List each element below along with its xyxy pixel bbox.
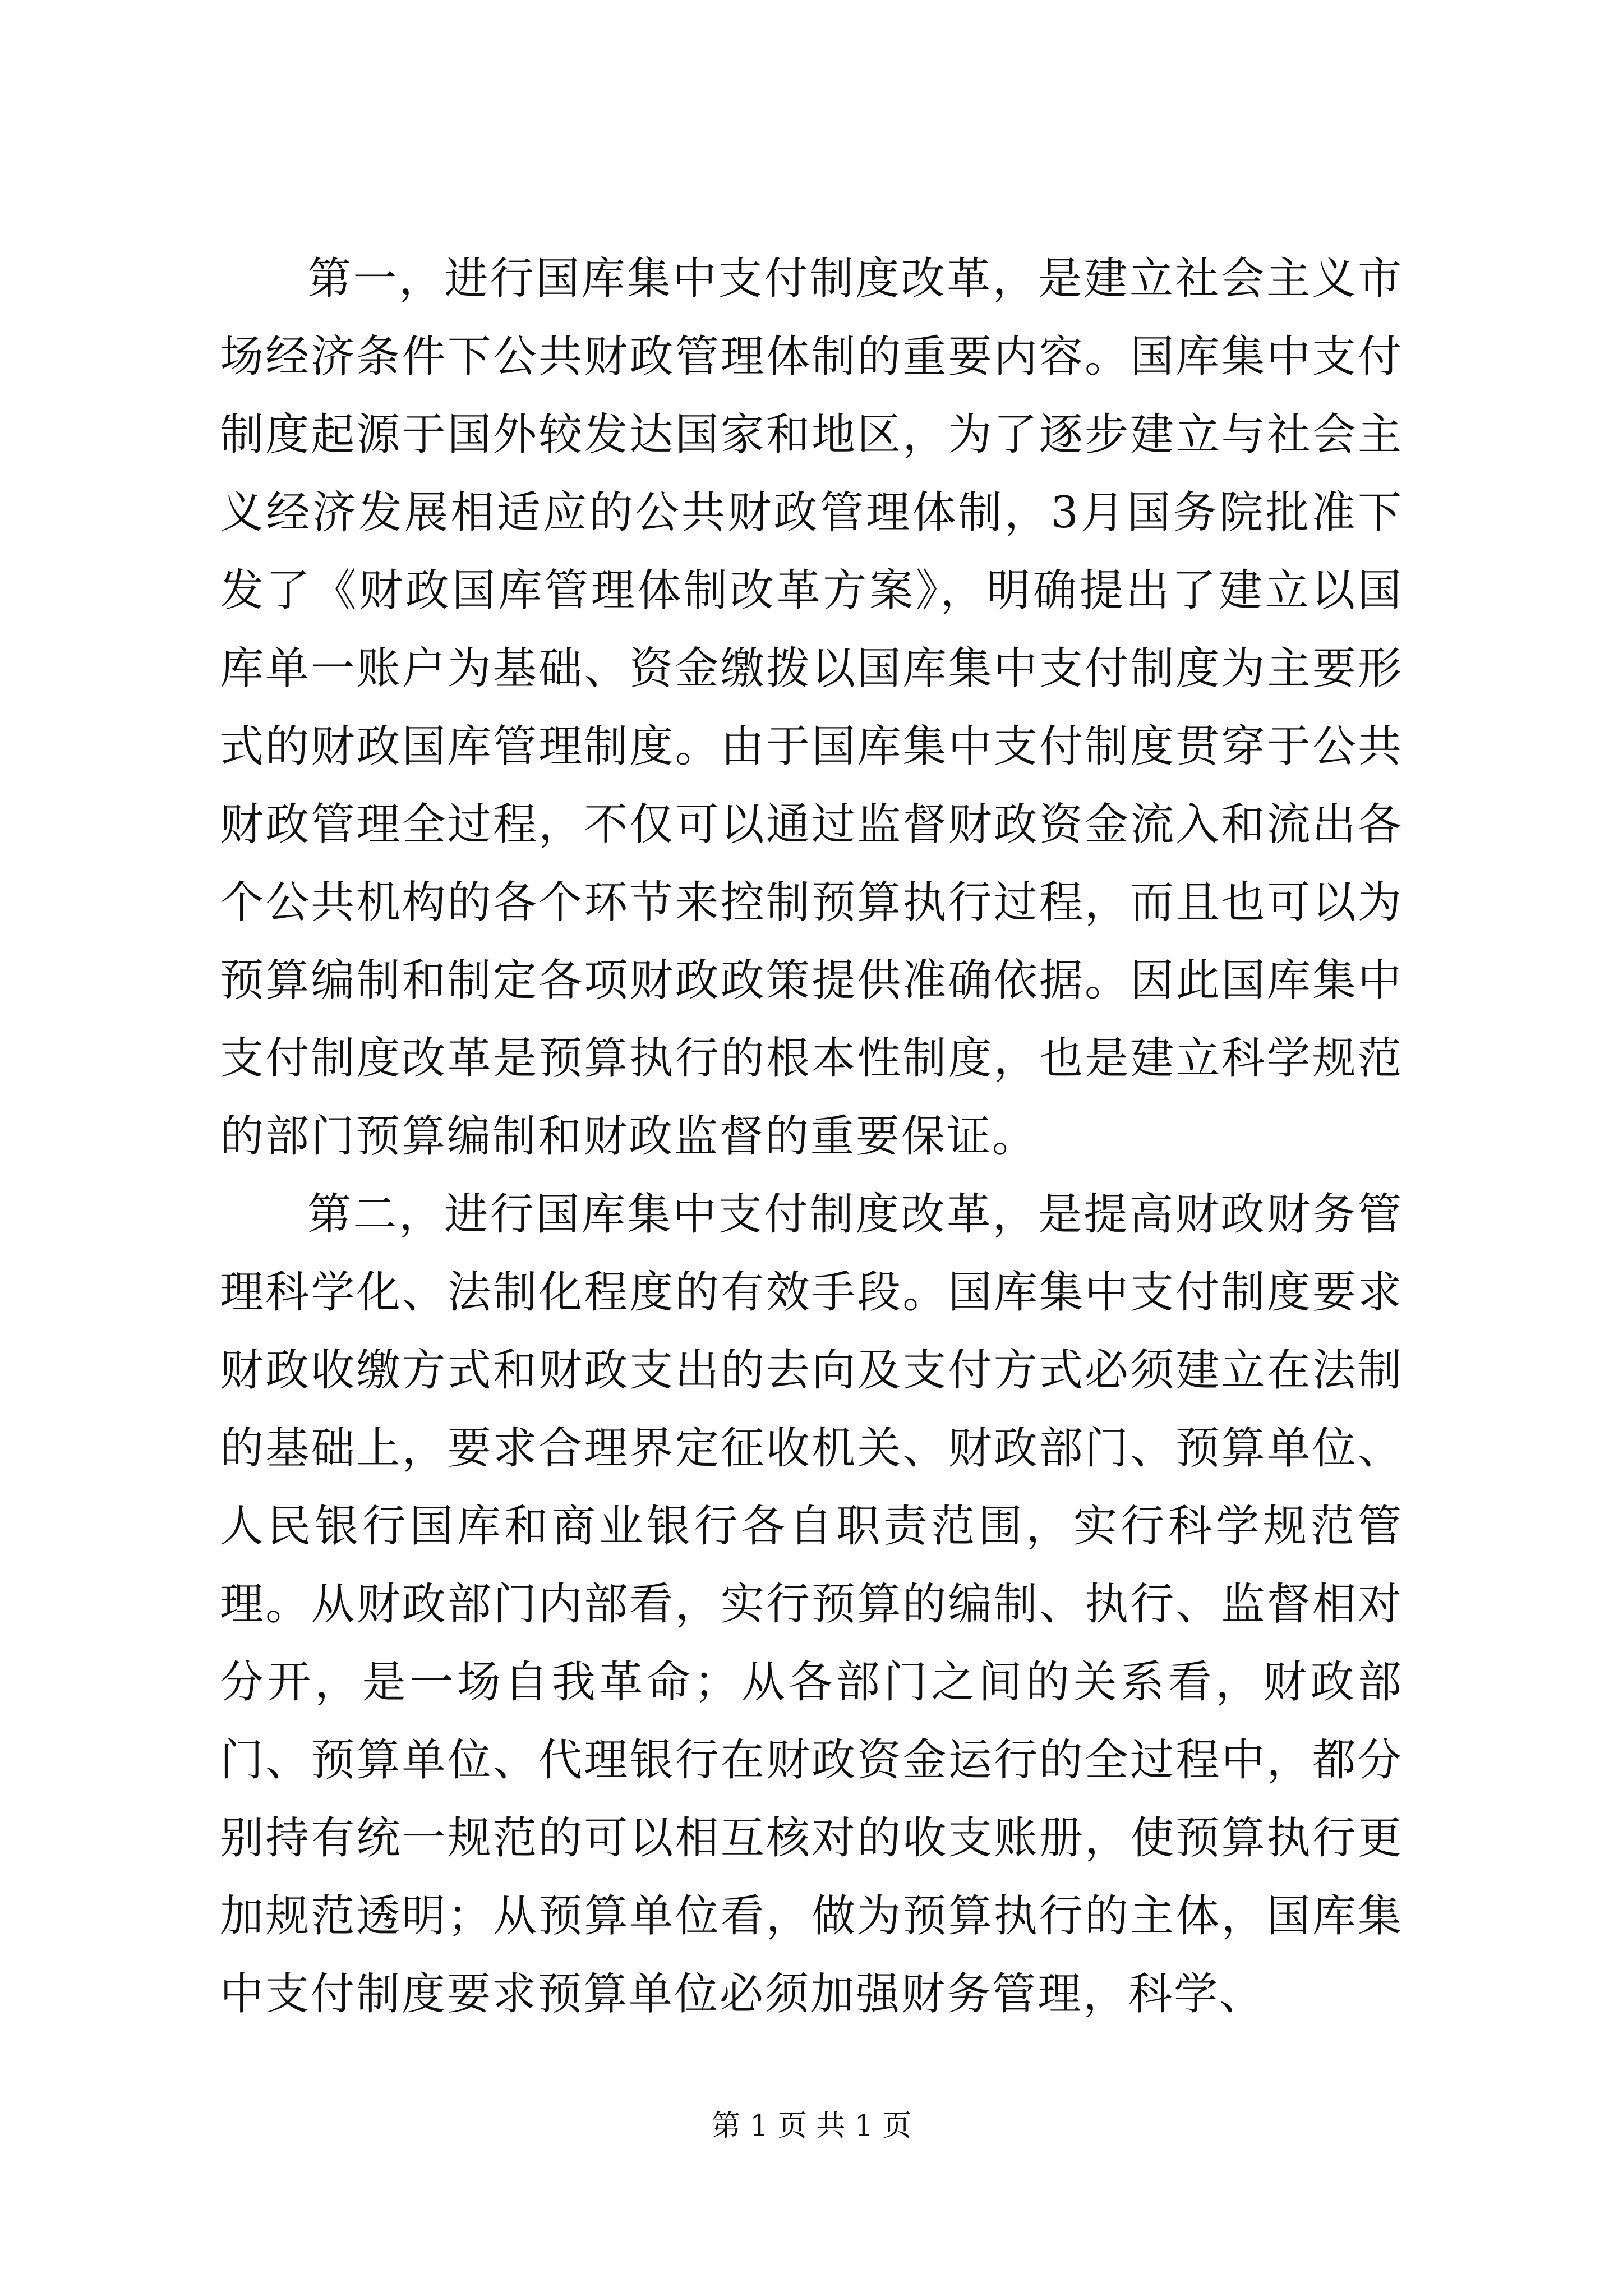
paragraph-1: 第一，进行国库集中支付制度改革，是建立社会主义市场经济条件下公共财政管理体制的重要内容。国库集中支付制度起源于国外较发达国家和地区，为了逐步建立与社会主义经济发展相适应的公共财政管理体制，3月国务院批准下发了《财政国库管理体制改革方案》，明确提出了建立以国库单一账户为基础、资金缴拨以国库集中支付制度为主要形式的财政国库管理制度。由于国库集中支付制度贯穿于公共财政管理全过程，不仅可以通过监督财政资金流入和流出各个公共机构的各个环节来控制预算执行过程，而且也可以为预算编制和制定各项财政政策提供准确依据。因此国库集中支付制度改革是预算执行的根本性制度，也是建立科学规范的部门预算编制和财政监督的重要保证。 xyxy=(220,254,1403,1162)
document-body xyxy=(220,240,1403,2033)
page-footer: 第 1 页 共 1 页 xyxy=(711,2109,912,2143)
paragraph-2: 第二，进行国库集中支付制度改革，是提高财政财务管理科学化、法制化程度的有效手段。国库集中支付制度要求财政收缴方式和财政支出的去向及支付方式必须建立在法制的基础上，要求合理界定征收机关、财政部门、预算单位、人民银行国库和商业银行各自职责范围，实行科学规范管理。从财政部门内部看，实行预算的编制、执行、监督相对分开，是一场自我革命；从各部门之间的关系看，财政部门、预算单位、代理银行在财政资金运行的全过程中，都分别持有统一规范的可以相互核对的收支账册，使预算执行更加规范透明；从预算单位看，做为预算执行的主体，国库集中支付制度要求预算单位必须加强财务管理，科学、 xyxy=(220,1189,1403,2019)
